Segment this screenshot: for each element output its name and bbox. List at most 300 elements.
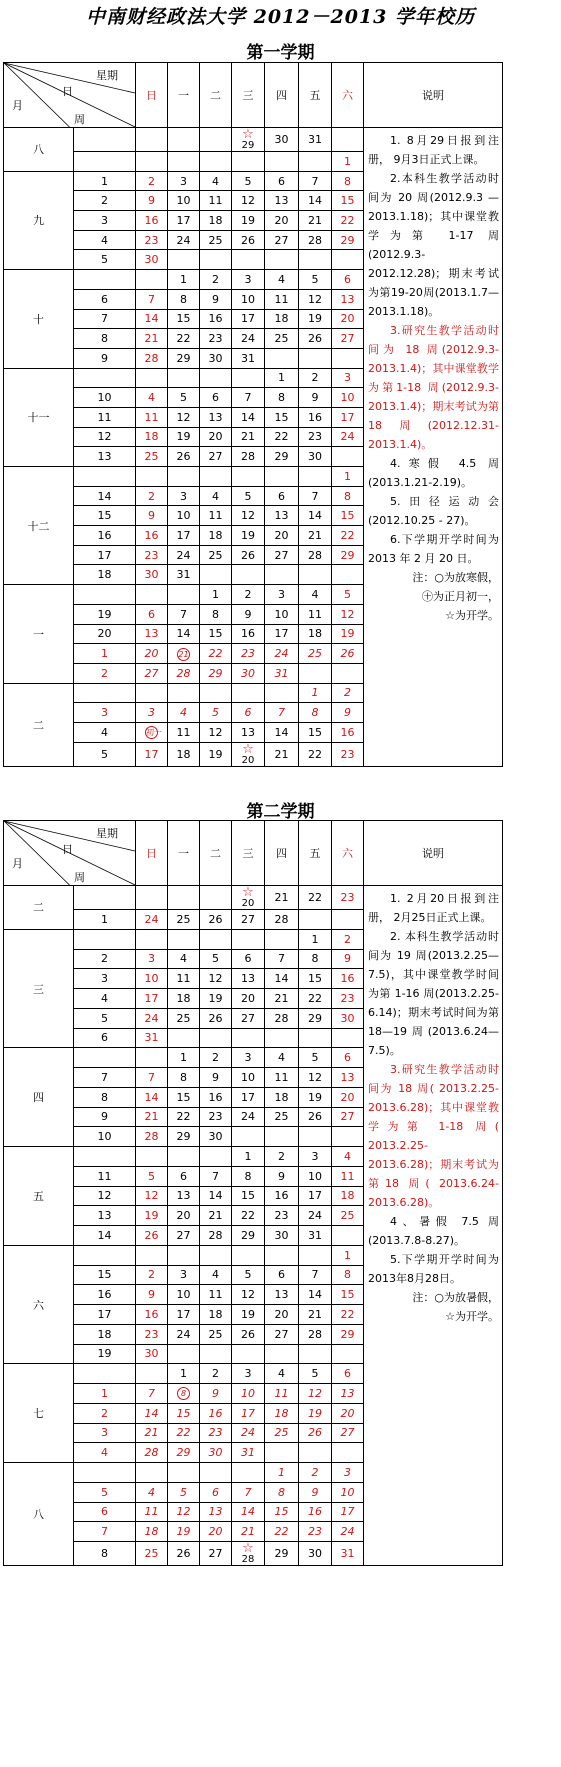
day-cell [232,1245,265,1265]
day-cell [168,1463,200,1483]
day-cell [332,663,364,683]
day-cell: 30 [136,565,168,585]
day-cell: 4 [200,1265,232,1285]
day-cell [200,1245,232,1265]
day-cell: 3 [232,1048,265,1068]
day-cell: 21 [299,211,332,231]
day-cell [136,368,168,388]
day-cell [168,368,200,388]
day-cell [265,250,299,270]
day-cell: 20 [232,989,265,1009]
day-cell: 2 [136,486,168,506]
day-cell [136,1463,168,1483]
day-cell: 19 [299,309,332,329]
day-cell: 10 [332,1482,364,1502]
day-cell: 18 [265,1403,299,1423]
day-cell [136,467,168,487]
day-cell: 26 [168,447,200,467]
day-cell: 19 [232,1305,265,1325]
week-number: 15 [74,506,136,526]
week-number: 2 [74,1403,136,1423]
day-cell: 16 [299,407,332,427]
semester-title: 第一学期 [246,43,315,63]
week-number [74,270,136,290]
day-cell: 28 [299,1324,332,1344]
week-number: 9 [74,1107,136,1127]
day-cell [299,1344,332,1364]
day-cell: 2 [200,1048,232,1068]
day-cell: 13 [332,1068,364,1088]
start-star-icon: ☆ [242,1541,254,1556]
note-item: 1. 8月29日报到注册， 9月3日正式上课。 [368,134,499,166]
day-cell: 27 [332,1423,364,1443]
week-number: 5 [74,1482,136,1502]
week-number: 4 [74,1443,136,1463]
day-cell: 28 [299,545,332,565]
day-cell: 5 [299,1364,332,1384]
day-cell [168,1028,200,1048]
day-cell [299,1028,332,1048]
day-cell: 1 [299,929,332,949]
day-cell: 28 [136,348,168,368]
day-cell: 15 [168,1087,200,1107]
day-cell: 10 [332,388,364,408]
day-cell: 4 [200,171,232,191]
day-cell: 25 [168,910,200,930]
header-label-week: 周 [74,871,85,884]
header-row [4,63,503,128]
day-cell: 5 [299,1048,332,1068]
weekday-header: 三 [232,63,265,128]
day-cell: 24 [232,1107,265,1127]
day-cell: 7 [299,171,332,191]
day-cell [332,348,364,368]
day-cell: 18 [265,309,299,329]
day-cell: 15 [299,722,332,742]
month-label: 九 [4,171,74,269]
day-cell: 4 [332,1147,364,1167]
week-number [74,683,136,703]
day-cell [232,929,265,949]
day-cell: 8 [299,703,332,723]
day-cell: 13 [136,624,168,644]
day-cell: 5 [232,1265,265,1285]
day-cell: 13 [265,506,299,526]
day-cell: 31 [232,1443,265,1463]
day-cell: 29 [332,545,364,565]
day-cell: 3 [265,585,299,605]
day-cell: 29 [265,1542,299,1566]
day-cell: 21 [265,742,299,766]
day-cell: 8 [299,949,332,969]
day-cell: 16 [136,1305,168,1325]
week-number: 1 [74,644,136,664]
day-cell [265,929,299,949]
day-cell: 20 [332,1087,364,1107]
day-cell: 30 [136,1344,168,1364]
day-cell: 6 [136,604,168,624]
day-cell [232,565,265,585]
day-cell: 15 [232,1186,265,1206]
day-cell: 22 [168,1423,200,1443]
day-cell: 24 [232,329,265,349]
day-cell [200,1028,232,1048]
day-cell: 13 [332,289,364,309]
week-number: 1 [74,1384,136,1404]
day-cell [232,368,265,388]
day-cell: 6 [200,1482,232,1502]
week-number: 10 [74,1127,136,1147]
week-number: 15 [74,1265,136,1285]
day-cell [299,565,332,585]
day-cell [232,683,265,703]
day-cell [200,250,232,270]
day-cell [168,467,200,487]
day-cell: 22 [232,1206,265,1226]
week-number: 5 [74,742,136,766]
month-label: 三 [4,929,74,1048]
day-cell [299,910,332,930]
day-cell: 22 [299,886,332,910]
month-label: 四 [4,1048,74,1147]
day-cell: 19 [168,427,200,447]
day-cell: 17 [136,742,168,766]
day-cell [200,1344,232,1364]
week-number: 7 [74,1068,136,1088]
day-cell: 6 [232,703,265,723]
day-cell: 11 [168,722,200,742]
day-cell: 5 [232,171,265,191]
day-cell: 11 [200,506,232,526]
holiday-circle-icon: 21 [178,649,189,659]
day-cell: 26 [200,1008,232,1028]
day-cell: 23 [265,1206,299,1226]
day-cell: 28 [136,1443,168,1463]
day-cell [200,683,232,703]
day-cell: 16 [332,722,364,742]
day-cell: 15 [332,191,364,211]
day-cell: 20 [136,644,168,664]
day-cell: 17 [168,526,200,546]
day-cell: 15 [299,969,332,989]
header-corner [4,63,136,128]
week-number: 3 [74,211,136,231]
day-cell: 18 [332,1186,364,1206]
week-number: 19 [74,604,136,624]
day-cell: 20 [265,526,299,546]
day-cell: 20 [168,1206,200,1226]
day-cell: 27 [332,1107,364,1127]
month-label: 二 [4,683,74,766]
day-cell: 22 [299,989,332,1009]
note-item: 注：○为放寒假， [412,571,499,584]
day-cell [168,644,200,664]
day-cell: 19 [299,1087,332,1107]
day-cell: 18 [168,989,200,1009]
day-cell [168,128,200,152]
day-cell: 1 [332,467,364,487]
header-label-weekday: 星期 [96,69,118,82]
calendar-table [3,820,503,1566]
day-cell: 18 [200,211,232,231]
day-cell: 24 [299,1206,332,1226]
note-item: 3.研究生教学活动时间为 18 周( 2013.2.25-2013.6.28)；其中课堂教学为第 1-18 周( 2013.2.25-2013.6.28)；期末考试为第18 周( 2013.6.24-2013.6.28)。 [368,1063,499,1209]
day-cell: 6 [200,388,232,408]
day-cell: 7 [232,388,265,408]
day-cell: 29 [168,1127,200,1147]
day-cell: 23 [332,742,364,766]
day-cell: 28 [232,447,265,467]
day-cell: 8 [332,1265,364,1285]
day-cell: 9 [332,703,364,723]
day-cell: 8 [168,289,200,309]
day-cell [232,1344,265,1364]
day-cell: 27 [265,1324,299,1344]
week-number [74,585,136,605]
day-cell: 11 [299,604,332,624]
day-cell: 17 [232,309,265,329]
weekday-header: 六 [332,821,364,886]
day-cell [299,467,332,487]
day-cell [265,1127,299,1147]
day-cell: 18 [136,1522,168,1542]
day-cell: 2 [332,929,364,949]
day-cell: 12 [299,1068,332,1088]
day-cell: 27 [232,910,265,930]
day-cell: 7 [265,703,299,723]
day-cell: 19 [200,742,232,766]
day-cell: 31 [232,348,265,368]
corner-diagonal [4,821,135,885]
week-number: 6 [74,289,136,309]
day-cell: 16 [200,309,232,329]
day-cell: 13 [265,191,299,211]
day-cell: 27 [332,329,364,349]
header-label-month: 月 [12,857,23,870]
day-cell: 4 [200,486,232,506]
day-cell: 6 [265,486,299,506]
day-cell [136,270,168,290]
note-item: 4、暑假 7.5 周(2013.7.8-8.27)。 [368,1215,499,1247]
day-cell: 20 [200,427,232,447]
holiday-circle-icon: 初一 [146,728,162,738]
day-cell: 27 [136,663,168,683]
day-cell [168,1384,200,1404]
week-number: 1 [74,171,136,191]
day-cell: 14 [232,1502,265,1522]
day-cell: 3 [168,486,200,506]
day-cell: 12 [232,1285,265,1305]
day-cell: 2 [200,1364,232,1384]
weekday-header: 五 [299,63,332,128]
day-cell: 26 [299,1107,332,1127]
day-cell: 2 [265,1147,299,1167]
day-cell: 23 [200,329,232,349]
day-cell: 25 [200,545,232,565]
calendar-table [3,62,503,767]
weekday-header: 一 [168,63,200,128]
day-cell: 22 [168,1107,200,1127]
day-cell: 3 [136,949,168,969]
week-number: 18 [74,565,136,585]
day-cell [200,565,232,585]
day-cell: 11 [332,1166,364,1186]
day-cell: 24 [265,644,299,664]
day-cell: 8 [265,388,299,408]
day-cell: 3 [232,1364,265,1384]
weekday-header: 四 [265,63,299,128]
day-cell: 12 [232,191,265,211]
week-number: 3 [74,1423,136,1443]
week-number [74,1463,136,1483]
day-cell: 6 [332,1364,364,1384]
day-cell: 23 [136,1324,168,1344]
week-number [74,1048,136,1068]
day-cell: 9 [136,1285,168,1305]
weekday-header: 二 [200,63,232,128]
day-cell: 13 [200,407,232,427]
day-cell: 31 [265,663,299,683]
start-star-icon: ☆ [242,742,254,757]
day-cell: 20 [265,1305,299,1325]
day-cell: 12 [200,722,232,742]
day-cell [232,886,265,910]
day-cell: 6 [168,1166,200,1186]
day-cell: 19 [136,1206,168,1226]
day-cell [136,683,168,703]
day-cell: 14 [232,407,265,427]
day-cell: 23 [136,230,168,250]
day-cell: 10 [232,1068,265,1088]
day-cell: 15 [168,1403,200,1423]
day-cell [332,250,364,270]
day-cell: 13 [168,1186,200,1206]
week-number: 8 [74,329,136,349]
day-cell: 26 [299,1423,332,1443]
week-number: 13 [74,1206,136,1226]
day-cell: 24 [332,1522,364,1542]
day-cell: 6 [332,1048,364,1068]
note-item: 2.本科生教学活动时间为 20 周(2012.9.3 —2013.1.18)；其中课堂教学为第 1-17 周(2012.9.3-2012.12.28)；期末考试为第19-20周(2013.1.7—2013.1.18)。 [368,172,499,318]
day-cell [136,152,168,172]
day-cell [136,128,168,152]
weekday-header: 二 [200,821,232,886]
day-cell [136,585,168,605]
week-number: 8 [74,1542,136,1566]
day-cell: 2 [232,585,265,605]
day-cell: 25 [265,329,299,349]
week-row [4,128,503,152]
day-cell: 24 [136,1008,168,1028]
day-cell: 2 [200,270,232,290]
day-cell: 14 [168,624,200,644]
day-cell: 23 [299,427,332,447]
day-cell: 1 [299,683,332,703]
day-cell: 27 [168,1226,200,1246]
header-label-day: 日 [62,85,73,98]
day-cell [200,128,232,152]
day-cell [136,1245,168,1265]
day-cell: 2 [299,368,332,388]
day-cell: 9 [299,1482,332,1502]
day-cell: 5 [200,703,232,723]
header-label-weekday: 星期 [96,827,118,840]
day-cell [168,683,200,703]
day-number: 28 [241,1554,255,1565]
day-cell [332,1226,364,1246]
day-cell: 12 [299,289,332,309]
day-cell: 14 [136,1087,168,1107]
day-cell [136,1147,168,1167]
day-cell: 31 [299,128,332,152]
day-cell: 21 [136,329,168,349]
day-cell: 23 [200,1423,232,1443]
day-cell: 16 [265,1186,299,1206]
week-number: 16 [74,1285,136,1305]
note-item: ☆为开学。 [445,609,499,622]
week-number: 17 [74,545,136,565]
day-cell: 23 [232,644,265,664]
day-cell: 16 [299,1502,332,1522]
day-cell [265,1245,299,1265]
day-cell: 17 [332,407,364,427]
day-cell [232,128,265,152]
day-cell: 14 [265,969,299,989]
week-row [4,886,503,910]
day-cell: 11 [136,407,168,427]
day-cell: 4 [265,1364,299,1384]
day-cell: 10 [168,506,200,526]
day-cell: 26 [332,644,364,664]
day-cell: 2 [332,683,364,703]
day-cell: 18 [299,624,332,644]
day-cell: 16 [136,526,168,546]
day-cell: 31 [332,1542,364,1566]
day-cell: 4 [136,388,168,408]
day-cell: 22 [168,329,200,349]
weekday-header: 六 [332,63,364,128]
day-cell: 12 [200,969,232,989]
month-label: 六 [4,1245,74,1364]
day-cell: 1 [332,1245,364,1265]
note-item: 6.下学期开学时间为 2013 年 2 月 20 日。 [368,533,499,565]
month-label: 二 [4,886,74,930]
day-cell [136,886,168,910]
day-cell: 9 [265,1166,299,1186]
week-number: 14 [74,1226,136,1246]
day-cell [232,152,265,172]
week-number: 2 [74,949,136,969]
day-cell: 27 [265,545,299,565]
day-cell: 13 [200,1502,232,1522]
month-label: 五 [4,1147,74,1246]
day-cell: 3 [332,1463,364,1483]
day-cell: 1 [200,585,232,605]
day-cell: 14 [200,1186,232,1206]
day-cell: 9 [200,289,232,309]
day-cell: 30 [299,447,332,467]
day-cell: 30 [136,250,168,270]
day-cell [232,1127,265,1147]
weekday-header: 日 [136,63,168,128]
day-cell: 17 [265,624,299,644]
day-cell: 15 [332,1285,364,1305]
day-cell: 17 [232,1403,265,1423]
day-cell: 6 [232,949,265,969]
day-cell: 14 [136,1403,168,1423]
day-cell: 23 [200,1107,232,1127]
day-cell: 1 [265,1463,299,1483]
